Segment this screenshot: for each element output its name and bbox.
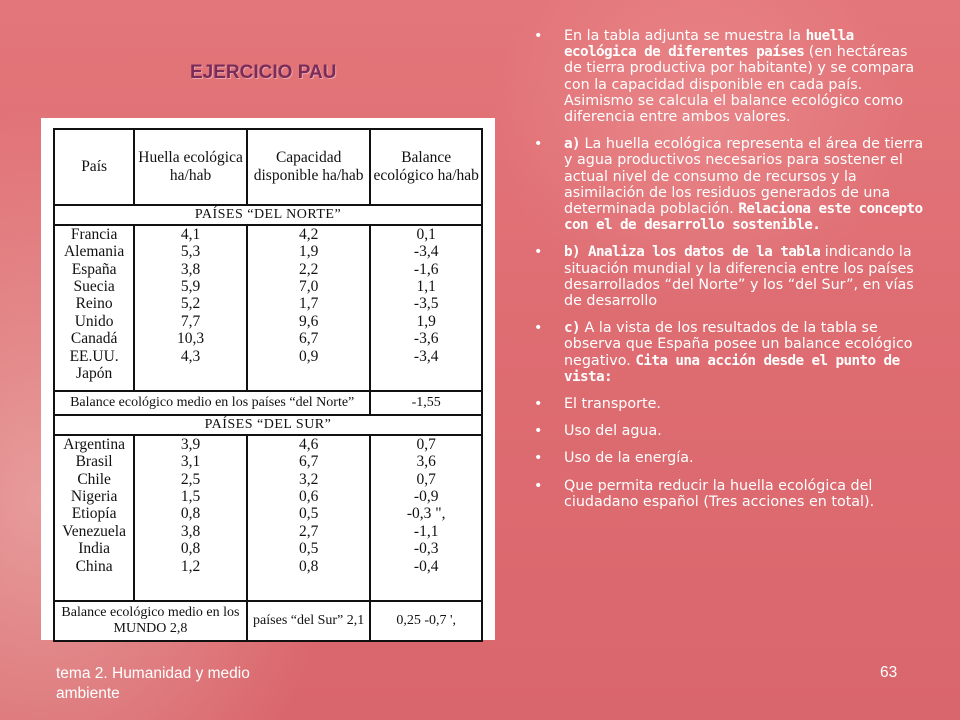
south-huella-cell: 2,5 [180,470,201,488]
slide-title: EJERCICIO PAU [190,62,337,83]
south-balance-cell: -0,4 [413,557,439,575]
exercise-bullets [520,28,925,521]
south-countries-cell: Etiopía [71,505,117,523]
bullet-intro-bold: huella ecológica de diferentes países [564,28,854,61]
south-countries-cell: Argentina [63,436,125,453]
south-countries-cell: India [78,540,111,558]
south-average-label-b: países “del Sur” [253,613,344,628]
south-capacidad-cell: 4,6 [298,436,319,453]
bullet-energy: • Uso de la energía. [520,450,925,466]
north-countries-cell: EE.UU. [69,347,119,365]
north-huella-cell: 7,7 [180,312,201,330]
north-countries-cell: España [71,260,117,278]
north-countries-cell: Japón [76,364,113,382]
south-balance-cell: 0,7 [416,470,436,488]
north-balance-cell: 1,1 [416,278,436,296]
north-countries-cell: Suecia [73,278,115,296]
section-north-label: PAÍSES “DEL NORTE” [54,205,482,225]
question-b-bold: b) Analiza los datos de la tabla [564,244,821,261]
ecological-footprint-table [53,128,483,642]
south-average-label: Balance ecológico medio en los [61,605,240,620]
south-capacidad-cell: 0,5 [298,505,319,523]
question-c-bold: Cita una acción desde el punto de vista: [564,352,900,385]
south-balance-cell: -0,9 [413,488,439,506]
north-countries [54,225,134,391]
north-countries-cell: Francia [70,226,118,243]
south-world-labels [54,601,247,641]
south-capacidad-cell: 0,5 [298,540,319,558]
north-balance-cell: 0,1 [416,226,436,243]
north-capacidad-cell: 1,7 [298,295,319,313]
south-capacidad-cell: 0,6 [298,488,319,506]
south-huella-cell: 1,2 [180,557,201,575]
bullet-intro: • En la tabla adjunta se muestra la huella ecológica de diferentes países (en hectáreas de tierra productiva por habitante) y se compara con la capacidad disponible en cada país. Asimismo se calcula el balance ecológico como diferencia entre ambos valores. [520,28,925,125]
north-capacidad-cell: 0,9 [298,347,319,365]
section-south-label: PAÍSES “DEL SUR” [54,415,482,435]
world-capacity: 2,1 [346,613,365,628]
south-huella-cell: 3,9 [180,436,201,453]
south-average-value: 0,25 [396,613,421,628]
bullet-question-c: • c) A la vista de los resultados de la tabla se observa que España posee un balance ecológico negativo. Cita una acción desde el punto de vista: [520,320,925,385]
north-huella-cell: 10,3 [177,330,205,348]
north-capacidad-cell: 2,2 [298,260,319,278]
north-capacidad-cell: 9,6 [298,312,319,330]
north-balance [370,225,482,391]
question-a-label: a) [564,136,581,153]
south-huella [134,435,247,601]
north-huella-cell: 3,8 [180,260,201,278]
world-label: MUNDO 2,8 [113,621,188,636]
south-world-values [370,601,482,641]
header-balance: Balance ecológico ha/hab [370,129,482,205]
bullet-question-b: • b) Analiza los datos de la tabla indicando la situación mundial y la diferencia entre los países desarrollados “del Norte” y los “del Sur”, en vías de desarrollo [520,244,925,309]
south-balance-cell: -0,3 ", [406,505,446,523]
south-balance-cell: -0,3 [413,540,439,558]
south-balance-cell: 0,7 [416,436,436,453]
south-balance [370,435,482,601]
north-capacidad-cell: 1,9 [298,243,319,261]
south-huella-cell: 1,5 [180,488,201,506]
north-huella-cell: 5,2 [180,295,201,313]
north-average-label: Balance ecológico medio en los países “del Norte” [54,391,370,415]
south-capacidad [247,435,370,601]
question-a-bold: Relaciona este concepto con el de desarrollo sostenible. [564,201,923,234]
north-huella-cell: 5,9 [180,278,201,296]
page-number: 63 [880,664,898,681]
north-balance-cell: -3,4 [413,243,439,261]
header-pais: País [54,129,134,205]
world-balance-value: -0,7 ', [424,613,457,628]
north-huella-cell: 4,3 [180,347,201,365]
header-huella: Huella ecológica ha/hab [134,129,247,205]
north-capacidad-cell: 7,0 [298,278,319,296]
north-huella-cell: 4,1 [180,226,201,243]
north-balance-cell: -1,6 [413,260,439,278]
header-capacidad: Capacidad disponible ha/hab [247,129,370,205]
bullet-transport: • El transporte. [520,396,925,412]
north-huella [134,225,247,391]
question-c-label: c) [564,320,581,337]
south-huella-cell: 3,1 [180,453,201,471]
bullet-question-a: • a) La huella ecológica representa el área de tierra y agua productivos necesarios para sostener el actual nivel de consumo de recursos y la asimilación de los residuos generados de una determinada población. Relaciona este concepto con el de desarrollo sostenible. [520,136,925,233]
south-huella-cell: 0,8 [180,540,201,558]
north-balance-cell: -3,5 [413,295,439,313]
north-countries-cell: Alemania [63,243,125,261]
south-countries-cell: Nigeria [70,488,118,506]
south-capacidad-cell: 3,2 [298,470,319,488]
north-balance-cell: -3,4 [413,347,439,365]
bullet-reduce: • Que permita reducir la huella ecológica del ciudadano español (Tres acciones en total). [520,478,925,510]
south-countries-cell: China [75,557,113,575]
north-countries-cell: Canadá [70,330,118,348]
north-balance-cell: 1,9 [416,312,436,330]
north-huella-cell: 5,3 [180,243,201,261]
south-countries-cell: Venezuela [62,522,126,540]
south-huella-cell: 3,8 [180,522,201,540]
south-countries-cell: Brasil [75,453,113,471]
footer-topic: tema 2. Humanidad y medio ambiente [56,665,250,702]
north-average-value: -1,55 [370,391,482,415]
south-balance-cell: 3,6 [416,453,436,471]
north-balance-cell: -3,6 [413,330,439,348]
north-capacidad-cell: 4,2 [298,226,319,243]
south-world-mid [247,601,370,641]
south-countries-cell: Chile [77,470,111,488]
south-capacidad-cell: 2,7 [298,522,319,540]
south-countries [54,435,134,601]
south-capacidad-cell: 6,7 [298,453,319,471]
south-balance-cell: -1,1 [413,522,439,540]
north-countries-cell: Reino Unido [74,295,114,330]
north-capacidad-cell: 6,7 [298,330,319,348]
south-capacidad-cell: 0,8 [298,557,319,575]
south-huella-cell: 0,8 [180,505,201,523]
bullet-water: • Uso del agua. [520,423,925,439]
ecological-footprint-table-image [41,118,495,640]
north-capacidad [247,225,370,391]
